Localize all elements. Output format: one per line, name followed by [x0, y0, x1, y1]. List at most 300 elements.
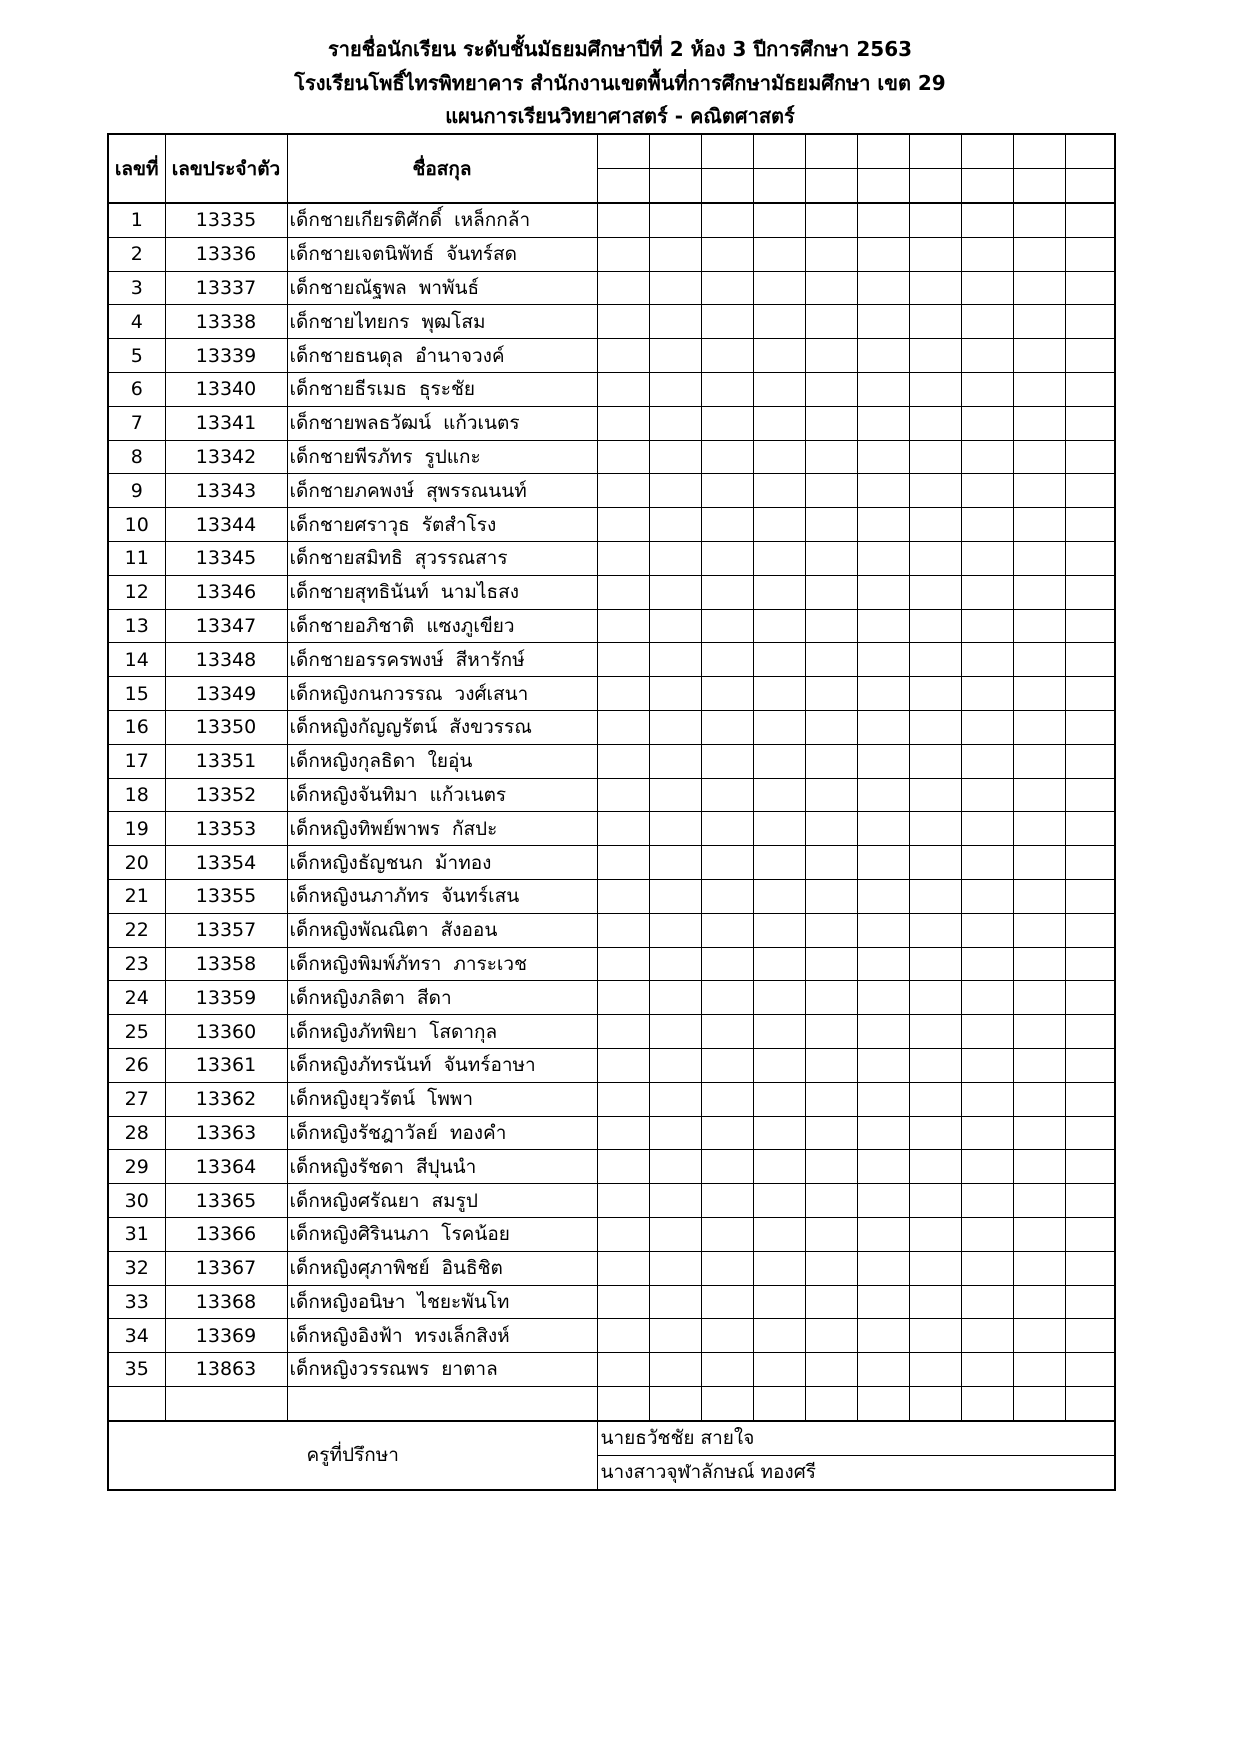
score-cell: [909, 778, 961, 812]
score-cell: [909, 1048, 961, 1082]
score-cell: [753, 677, 805, 711]
score-cell: [597, 1048, 649, 1082]
table-row: [108, 575, 1115, 609]
score-cell: [701, 271, 753, 305]
score-cell: [961, 406, 1013, 440]
score-header-cell: [961, 134, 1013, 169]
student-name: [287, 947, 597, 981]
student-first-name: เด็กชายอรรครพงษ์: [289, 648, 444, 671]
student-first-name: เด็กหญิงกัญญรัตน์: [289, 716, 438, 739]
score-cell: [701, 1116, 753, 1150]
student-last-name: แก้วเนตร: [443, 412, 520, 435]
score-cell: [753, 879, 805, 913]
table-row: [108, 710, 1115, 744]
score-cell: [857, 1015, 909, 1049]
score-cell: [909, 305, 961, 339]
student-number: 27: [108, 1082, 165, 1116]
score-cell: [961, 237, 1013, 271]
score-cell: [597, 879, 649, 913]
score-cell: [649, 913, 701, 947]
table-row: [108, 1150, 1115, 1184]
student-id: 13337: [165, 271, 287, 305]
score-cell: [597, 372, 649, 406]
student-first-name: เด็กหญิงภัทพิยา: [289, 1020, 418, 1043]
student-last-name: ไชยะพันโท: [417, 1290, 510, 1313]
column-header-name: ชื่อสกุล: [287, 134, 597, 203]
student-last-name: ทรงเล็กสิงห์: [414, 1324, 510, 1347]
student-last-name: รัตสำโรง: [421, 513, 497, 536]
score-cell: [701, 677, 753, 711]
student-first-name: เด็กหญิงกุลธิดา: [289, 750, 416, 773]
student-name: [287, 812, 597, 846]
student-last-name: จันทร์สด: [446, 243, 517, 266]
score-cell: [597, 710, 649, 744]
student-roster-table: [107, 133, 1116, 1491]
student-number: 13: [108, 609, 165, 643]
score-cell: [909, 846, 961, 880]
score-cell: [1013, 778, 1065, 812]
score-cell: [961, 677, 1013, 711]
score-cell: [1013, 1285, 1065, 1319]
student-last-name: ม้าทอง: [435, 851, 492, 874]
score-cell: [857, 339, 909, 373]
student-last-name: พาพันธ์: [418, 276, 480, 299]
score-cell: [753, 1386, 805, 1420]
score-cell: [805, 440, 857, 474]
student-last-name: รูปแกะ: [424, 445, 481, 468]
score-cell: [1065, 1386, 1115, 1420]
student-first-name: เด็กชายณัฐพล: [289, 276, 407, 299]
score-cell: [1013, 1217, 1065, 1251]
empty-cell: [108, 1386, 165, 1420]
score-cell: [909, 203, 961, 237]
student-id: 13366: [165, 1217, 287, 1251]
student-first-name: เด็กหญิงพิมพ์ภัทรา: [289, 952, 442, 975]
score-cell: [701, 1150, 753, 1184]
score-cell: [597, 1319, 649, 1353]
student-last-name: สีดา: [417, 986, 452, 1009]
table-row: [108, 1184, 1115, 1218]
table-row: [108, 271, 1115, 305]
score-cell: [649, 508, 701, 542]
score-cell: [961, 1285, 1013, 1319]
score-cell: [1013, 372, 1065, 406]
student-first-name: เด็กชายธีรเมธ: [289, 378, 407, 401]
table-row: [108, 1285, 1115, 1319]
score-cell: [649, 406, 701, 440]
score-cell: [805, 1386, 857, 1420]
score-cell: [1013, 947, 1065, 981]
score-cell: [1065, 609, 1115, 643]
student-id: 13365: [165, 1184, 287, 1218]
advisor-row: [108, 1421, 1115, 1456]
score-cell: [857, 913, 909, 947]
score-cell: [1013, 203, 1065, 237]
score-cell: [649, 744, 701, 778]
student-id: 13352: [165, 778, 287, 812]
student-number: 6: [108, 372, 165, 406]
score-cell: [701, 305, 753, 339]
score-cell: [753, 1116, 805, 1150]
score-cell: [805, 1184, 857, 1218]
student-number: 31: [108, 1217, 165, 1251]
student-last-name: ใยอุ่น: [427, 750, 473, 773]
student-id: 13342: [165, 440, 287, 474]
score-cell: [909, 947, 961, 981]
score-cell: [649, 237, 701, 271]
score-cell: [1013, 406, 1065, 440]
student-number: 4: [108, 305, 165, 339]
score-cell: [753, 406, 805, 440]
student-last-name: ยาตาล: [441, 1358, 498, 1381]
table-row: [108, 1015, 1115, 1049]
score-cell: [649, 1353, 701, 1387]
student-number: 26: [108, 1048, 165, 1082]
student-first-name: เด็กหญิงพัณณิตา: [289, 919, 429, 942]
score-cell: [597, 575, 649, 609]
score-cell: [909, 339, 961, 373]
score-cell: [649, 541, 701, 575]
score-cell: [1013, 846, 1065, 880]
score-cell: [961, 203, 1013, 237]
student-number: 32: [108, 1251, 165, 1285]
score-cell: [1013, 981, 1065, 1015]
score-cell: [857, 643, 909, 677]
score-header-cell: [597, 134, 649, 169]
student-last-name: ธุระชัย: [418, 378, 475, 401]
student-first-name: เด็กชายศราวุธ: [289, 513, 410, 536]
score-cell: [701, 575, 753, 609]
score-cell: [961, 271, 1013, 305]
score-cell: [597, 1015, 649, 1049]
score-cell: [753, 710, 805, 744]
score-cell: [857, 812, 909, 846]
score-cell: [805, 1217, 857, 1251]
score-cell: [805, 372, 857, 406]
score-cell: [909, 1285, 961, 1319]
score-cell: [857, 1082, 909, 1116]
score-cell: [701, 339, 753, 373]
score-cell: [961, 474, 1013, 508]
score-cell: [1013, 440, 1065, 474]
score-cell: [909, 677, 961, 711]
table-row: [108, 203, 1115, 237]
student-last-name: แก้วเนตร: [429, 783, 507, 806]
score-cell: [1065, 677, 1115, 711]
student-last-name: พุฒโสม: [421, 310, 486, 333]
score-cell: [1065, 1251, 1115, 1285]
student-number: 7: [108, 406, 165, 440]
student-number: 2: [108, 237, 165, 271]
score-cell: [805, 913, 857, 947]
score-cell: [857, 947, 909, 981]
score-header-cell: [805, 169, 857, 204]
score-cell: [649, 1150, 701, 1184]
score-cell: [701, 913, 753, 947]
score-cell: [805, 710, 857, 744]
student-last-name: อำนาจวงค์: [415, 344, 505, 367]
score-cell: [1065, 1015, 1115, 1049]
student-name: [287, 1015, 597, 1049]
score-cell: [649, 1285, 701, 1319]
score-cell: [909, 406, 961, 440]
student-name: [287, 271, 597, 305]
score-cell: [649, 271, 701, 305]
score-cell: [701, 1048, 753, 1082]
student-name: [287, 406, 597, 440]
student-first-name: เด็กหญิงวรรณพร: [289, 1358, 430, 1381]
student-first-name: เด็กหญิงทิพย์พาพร: [289, 817, 440, 840]
score-cell: [805, 237, 857, 271]
student-name: [287, 203, 597, 237]
score-cell: [1013, 1184, 1065, 1218]
score-cell: [909, 541, 961, 575]
student-name: [287, 1353, 597, 1387]
score-cell: [857, 203, 909, 237]
score-cell: [909, 440, 961, 474]
score-cell: [1065, 508, 1115, 542]
score-cell: [1013, 305, 1065, 339]
score-cell: [805, 879, 857, 913]
student-name: [287, 541, 597, 575]
student-last-name: เหล็กกล้า: [454, 209, 531, 232]
score-cell: [701, 643, 753, 677]
score-cell: [753, 508, 805, 542]
score-cell: [909, 710, 961, 744]
score-header-cell: [597, 169, 649, 204]
score-cell: [805, 1251, 857, 1285]
student-number: 24: [108, 981, 165, 1015]
score-cell: [597, 271, 649, 305]
score-cell: [909, 474, 961, 508]
student-last-name: แซงภูเขียว: [426, 614, 515, 637]
student-name: [287, 1184, 597, 1218]
student-first-name: เด็กหญิงธัญชนก: [289, 851, 424, 874]
score-cell: [649, 1319, 701, 1353]
score-cell: [805, 508, 857, 542]
student-name: [287, 305, 597, 339]
score-cell: [857, 1150, 909, 1184]
student-first-name: เด็กหญิงกนกวรรณ: [289, 682, 443, 705]
score-cell: [805, 1116, 857, 1150]
student-name: [287, 710, 597, 744]
score-cell: [857, 541, 909, 575]
score-cell: [753, 981, 805, 1015]
score-cell: [805, 271, 857, 305]
score-cell: [701, 1319, 753, 1353]
score-cell: [805, 643, 857, 677]
student-last-name: จันทร์เสน: [441, 885, 520, 908]
student-number: 12: [108, 575, 165, 609]
score-cell: [1013, 744, 1065, 778]
score-cell: [961, 609, 1013, 643]
score-cell: [597, 237, 649, 271]
table-row: [108, 372, 1115, 406]
score-cell: [909, 508, 961, 542]
score-cell: [909, 812, 961, 846]
score-cell: [805, 305, 857, 339]
student-last-name: อินธิชิต: [441, 1257, 503, 1280]
table-row: [108, 237, 1115, 271]
score-cell: [1013, 913, 1065, 947]
score-cell: [753, 305, 805, 339]
score-cell: [701, 1386, 753, 1420]
student-name: [287, 1319, 597, 1353]
table-row: [108, 913, 1115, 947]
score-cell: [805, 1015, 857, 1049]
student-first-name: เด็กหญิงศรัณยา: [289, 1189, 420, 1212]
score-header-cell: [701, 169, 753, 204]
student-first-name: เด็กหญิงภลิตา: [289, 986, 406, 1009]
student-id: 13364: [165, 1150, 287, 1184]
score-cell: [857, 1184, 909, 1218]
student-last-name: จันทร์อาษา: [443, 1054, 536, 1077]
score-cell: [649, 1184, 701, 1218]
score-cell: [649, 643, 701, 677]
student-id: 13336: [165, 237, 287, 271]
score-cell: [1065, 406, 1115, 440]
student-number: 22: [108, 913, 165, 947]
score-cell: [649, 339, 701, 373]
score-cell: [857, 846, 909, 880]
score-cell: [805, 812, 857, 846]
score-cell: [909, 1015, 961, 1049]
student-name: [287, 339, 597, 373]
student-id: 13348: [165, 643, 287, 677]
empty-cell: [287, 1386, 597, 1420]
student-first-name: เด็กชายสมิทธิ: [289, 547, 403, 570]
student-number: 35: [108, 1353, 165, 1387]
score-cell: [753, 1285, 805, 1319]
score-cell: [701, 778, 753, 812]
score-header-cell: [857, 134, 909, 169]
student-id: 13357: [165, 913, 287, 947]
score-cell: [1065, 1116, 1115, 1150]
student-number: 17: [108, 744, 165, 778]
score-cell: [909, 1319, 961, 1353]
score-cell: [1065, 744, 1115, 778]
score-cell: [753, 575, 805, 609]
student-last-name: โรคน้อย: [441, 1223, 510, 1246]
score-cell: [753, 1319, 805, 1353]
score-cell: [597, 1251, 649, 1285]
score-cell: [1013, 1353, 1065, 1387]
score-cell: [909, 981, 961, 1015]
score-cell: [701, 237, 753, 271]
score-cell: [753, 440, 805, 474]
score-cell: [701, 203, 753, 237]
score-header-cell: [909, 169, 961, 204]
student-name: [287, 1150, 597, 1184]
score-cell: [857, 237, 909, 271]
score-cell: [961, 372, 1013, 406]
score-cell: [909, 913, 961, 947]
score-cell: [597, 440, 649, 474]
student-name: [287, 846, 597, 880]
score-cell: [1065, 1184, 1115, 1218]
score-cell: [753, 913, 805, 947]
table-row: [108, 474, 1115, 508]
student-number: 18: [108, 778, 165, 812]
student-id: 13346: [165, 575, 287, 609]
student-first-name: เด็กหญิงรัชฎาวัลย์: [289, 1121, 438, 1144]
student-number: 14: [108, 643, 165, 677]
student-first-name: เด็กชายสุทธินันท์: [289, 581, 429, 604]
score-cell: [961, 1184, 1013, 1218]
score-cell: [701, 406, 753, 440]
student-number: 9: [108, 474, 165, 508]
student-last-name: สุพรรณนนท์: [426, 479, 527, 502]
score-header-cell: [753, 169, 805, 204]
score-cell: [753, 1082, 805, 1116]
score-cell: [1065, 1217, 1115, 1251]
score-cell: [753, 1353, 805, 1387]
score-cell: [909, 575, 961, 609]
student-id: 13367: [165, 1251, 287, 1285]
score-cell: [701, 744, 753, 778]
score-header-cell: [1065, 169, 1115, 204]
score-cell: [597, 1116, 649, 1150]
table-row: [108, 744, 1115, 778]
score-cell: [805, 541, 857, 575]
student-first-name: เด็กชายภคพงษ์: [289, 479, 415, 502]
score-cell: [701, 812, 753, 846]
score-header-cell: [649, 134, 701, 169]
score-cell: [1065, 778, 1115, 812]
score-cell: [753, 812, 805, 846]
score-cell: [649, 609, 701, 643]
table-row: [108, 406, 1115, 440]
score-cell: [805, 1048, 857, 1082]
score-cell: [805, 744, 857, 778]
score-cell: [857, 1251, 909, 1285]
empty-cell: [165, 1386, 287, 1420]
student-number: 16: [108, 710, 165, 744]
table-row: [108, 947, 1115, 981]
score-cell: [909, 271, 961, 305]
score-cell: [961, 1319, 1013, 1353]
score-cell: [857, 609, 909, 643]
score-cell: [701, 440, 753, 474]
score-cell: [961, 508, 1013, 542]
score-cell: [909, 1082, 961, 1116]
score-cell: [961, 913, 1013, 947]
score-cell: [597, 1150, 649, 1184]
score-cell: [649, 440, 701, 474]
score-cell: [909, 372, 961, 406]
student-id: 13369: [165, 1319, 287, 1353]
student-last-name: สมรูป: [431, 1189, 478, 1212]
score-cell: [909, 1251, 961, 1285]
student-number: 29: [108, 1150, 165, 1184]
score-cell: [857, 1217, 909, 1251]
table-row: [108, 1082, 1115, 1116]
score-cell: [805, 677, 857, 711]
score-cell: [961, 744, 1013, 778]
score-cell: [701, 474, 753, 508]
score-cell: [701, 1015, 753, 1049]
score-cell: [1065, 710, 1115, 744]
student-first-name: เด็กหญิงภัทรนันท์: [289, 1054, 432, 1077]
score-cell: [649, 372, 701, 406]
score-cell: [961, 1217, 1013, 1251]
student-name: [287, 778, 597, 812]
table-row: [108, 440, 1115, 474]
score-cell: [597, 677, 649, 711]
student-name: [287, 981, 597, 1015]
score-cell: [753, 846, 805, 880]
student-first-name: เด็กหญิงนภาภัทร: [289, 885, 430, 908]
